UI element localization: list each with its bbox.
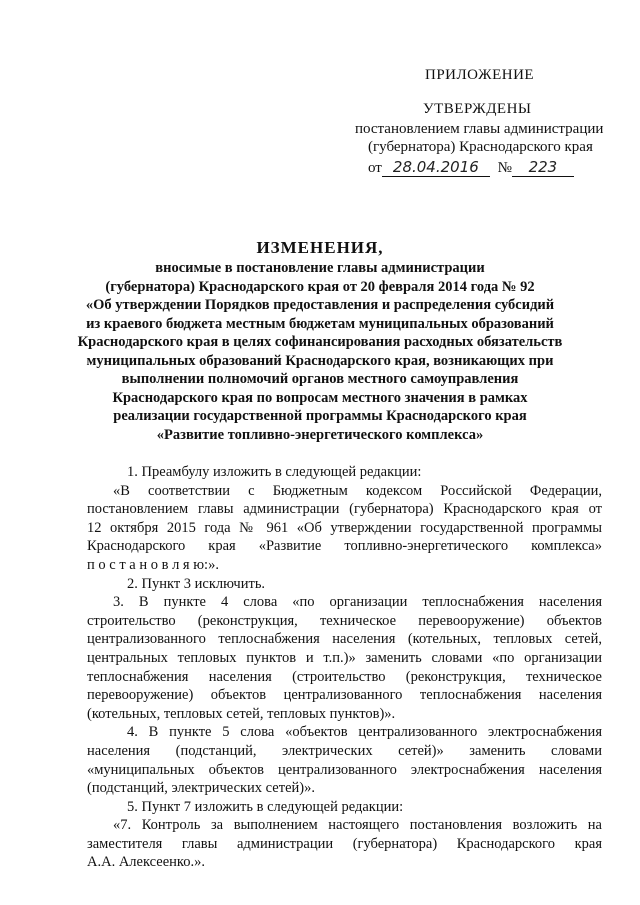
handwritten-date: 28.04.2016 — [382, 158, 490, 177]
paragraph-line: строительство (реконструкция, техническое перевооружение) объектов — [87, 612, 602, 629]
paragraph-line: А.А. Алексеенко.». — [87, 854, 205, 871]
paragraph-line: населения (подстанций, электрических сетей)» заменить словами — [87, 742, 602, 759]
body-text — [87, 463, 602, 872]
subtitle-line: Краснодарского края в целях софинансирования расходных обязательств — [77, 334, 563, 350]
subtitle-line: «Развитие топливно-энергетического комплекса» — [156, 426, 484, 443]
paragraph-line: 5. Пункт 7 изложить в следующей редакции: — [127, 798, 404, 815]
paragraph-line: заместителя главы администрации (губернатора) Краснодарского края — [87, 835, 602, 852]
number-prefix: № — [497, 160, 512, 176]
paragraph-line: «7. Контроль за выполнением настоящего постановления возложить на — [113, 817, 602, 834]
paragraph-line: перевооружение) объектов централизованного теплоснабжения населения — [87, 687, 602, 704]
subtitle-line: Краснодарского края по вопросам местного значения в рамках — [112, 389, 528, 406]
paragraph-line: Краснодарского края «Развитие топливно-энергетического комплекса» — [87, 538, 602, 555]
subtitle-line: из краевого бюджета местным бюджетам муниципальных образований — [86, 315, 554, 332]
paragraph-line: (подстанций, электрических сетей)». — [87, 780, 315, 797]
handwritten-number: 223 — [512, 158, 574, 177]
subtitle-line: выполнении полномочий органов местного самоуправления — [121, 371, 519, 387]
paragraph-line: 12 октября 2015 года № 961 «Об утверждении государственной программы — [87, 519, 602, 536]
approved-label: УТВЕРЖДЕНЫ — [423, 101, 532, 117]
paragraph-line: 4. В пункте 5 слова «объектов централизованного электроснабжения — [127, 724, 602, 741]
decree-line-2: (губернатора) Краснодарского края — [368, 139, 593, 155]
paragraph-line: «В соответствии с Бюджетным кодексом Российской Федерации, — [113, 482, 602, 499]
paragraph-line: п о с т а н о в л я ю:». — [87, 556, 219, 573]
paragraph-line: центральных тепловых пунктов и т.п.)» заменить словами «по организации — [87, 649, 602, 666]
date-number-line — [368, 158, 574, 177]
subtitle-line: муниципальных образований Краснодарского края, возникающих при — [86, 352, 554, 369]
paragraph-line: постановлением главы администрации (губернатора) Краснодарского края от — [87, 501, 602, 518]
paragraph-line: 1. Преамбулу изложить в следующей редакции: — [127, 464, 422, 480]
subtitle-line: «Об утверждении Порядков предоставления и распределения субсидий — [85, 297, 555, 313]
document-title: ИЗМЕНЕНИЯ, — [256, 238, 384, 257]
paragraph-line: 2. Пункт 3 исключить. — [127, 575, 266, 592]
appendix-label: ПРИЛОЖЕНИЕ — [425, 67, 535, 83]
paragraph-line: «муниципальных объектов централизованного электроснабжения населения — [87, 761, 602, 778]
subtitle-line: (губернатора) Краснодарского края от 20 февраля 2014 года № 92 — [105, 278, 535, 295]
paragraph-line: теплоснабжения населения (строительство (реконструкция, техническое — [87, 668, 602, 685]
subtitle-line: вносимые в постановление главы администрации — [155, 260, 485, 276]
paragraph-line: (котельных, тепловых сетей, тепловых пунктов)». — [87, 705, 396, 722]
decree-line-1: постановлением главы администрации — [355, 121, 604, 137]
paragraph-line: 3. В пункте 4 слова «по организации теплоснабжения населения — [113, 594, 602, 611]
paragraph-line: централизованного теплоснабжения населения (котельных, тепловых сетей, — [87, 631, 602, 648]
date-prefix: от — [368, 160, 382, 176]
subtitle-line: реализации государственной программы Краснодарского края — [113, 408, 527, 424]
